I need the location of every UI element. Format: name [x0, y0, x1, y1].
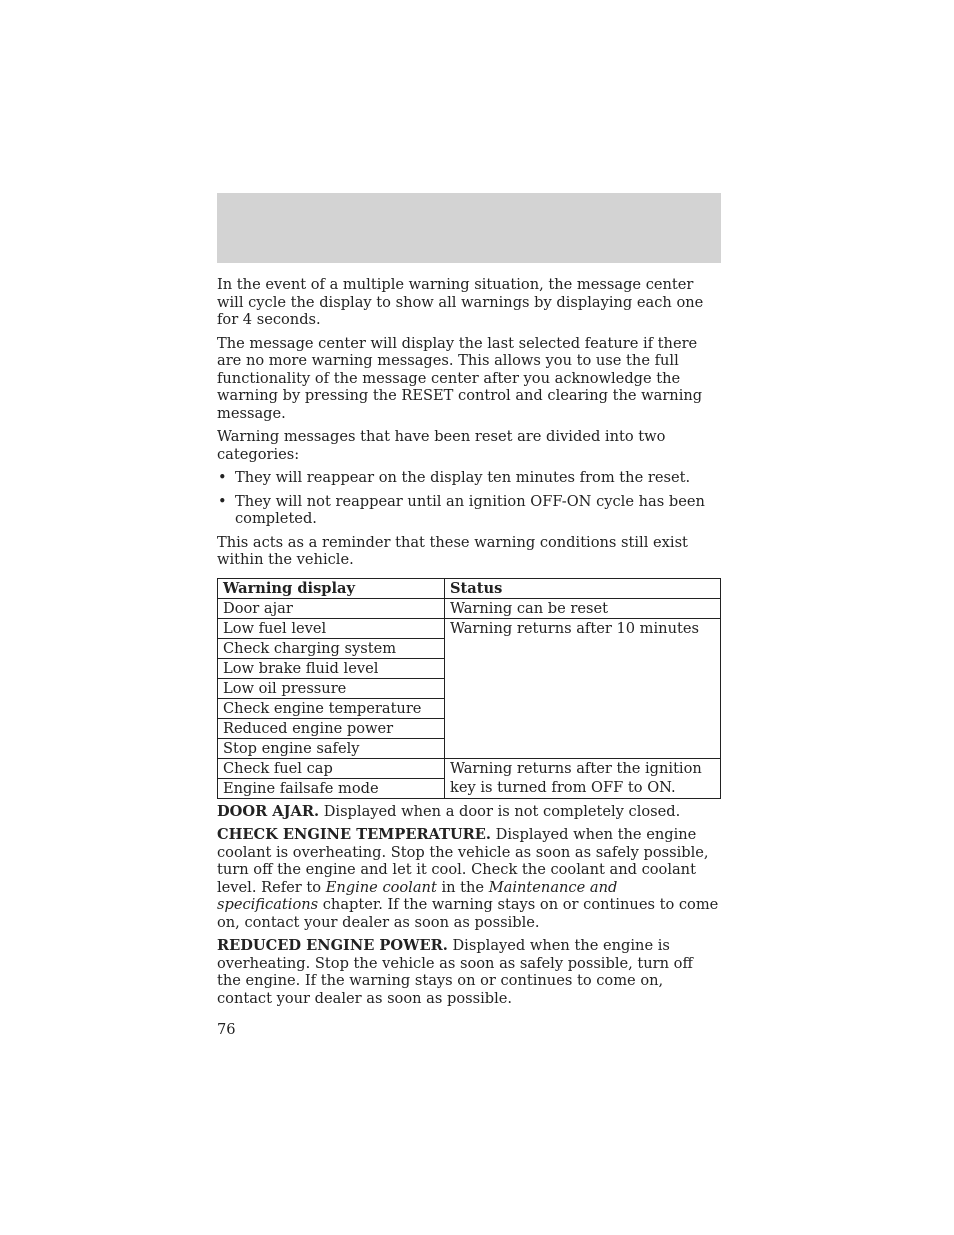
status-cell: Warning can be reset — [445, 598, 721, 618]
status-cell: Warning returns after 10 minutes — [445, 618, 721, 758]
table-header-row — [218, 578, 721, 598]
warning-cell: Reduced engine power — [218, 718, 445, 738]
warning-cell: Engine failsafe mode — [218, 778, 445, 798]
column-header-warning: Warning display — [218, 578, 445, 598]
list-item: • They will reappear on the display ten minutes from the reset. — [218, 469, 691, 486]
section-title: DOOR AJAR. — [217, 802, 320, 820]
chapter-header-bar — [217, 193, 721, 263]
page-content — [217, 276, 721, 1039]
paragraph-last-feature: The message center will display the last selected feature if there are no more warning messages. This allows you to use the full functionality of the message center after you acknowledge the warning by pressing the RESET control and clearing the warning message. — [217, 334, 703, 422]
warning-cell: Low oil pressure — [218, 678, 445, 698]
table-row — [218, 758, 721, 778]
section-check-engine-temperature: CHECK ENGINE TEMPERATURE. Displayed when the engine coolant is overheating. Stop the vehicle as soon as safely possible, turn off the engine and let it cool. Check the coolant and coolant level. Refer to Engine coolant in the Maintenance and specifications chapter. If the warning stays on or continues to come on, contact your dealer as soon as possible. — [217, 826, 719, 931]
section-title: CHECK ENGINE TEMPERATURE. — [217, 826, 492, 843]
status-cell: Warning returns after the ignition key is turned from OFF to ON. — [445, 758, 721, 798]
paragraph-multiple-warnings: In the event of a multiple warning situation, the message center will cycle the display to show all warnings by displaying each one for 4 seconds. — [217, 276, 704, 328]
warning-cell: Stop engine safely — [218, 738, 445, 758]
bullet-icon: • — [218, 469, 227, 486]
warning-cell: Low brake fluid level — [218, 658, 445, 678]
warning-cell: Check charging system — [218, 638, 445, 658]
paragraph-categories: Warning messages that have been reset are divided into two categories: — [217, 428, 666, 463]
reference-maintenance-chapter: Maintenance and specifications — [217, 878, 618, 913]
category-list — [217, 469, 721, 528]
reference-engine-coolant: Engine coolant — [325, 878, 437, 896]
section-reduced-engine-power: REDUCED ENGINE POWER. Displayed when the engine is overheating. Stop the vehicle as soon as safely possible, turn off the engine. If the warning stays on or continues to come on, contact your dealer as soon as possible. — [217, 937, 693, 1007]
warning-cell: Low fuel level — [218, 618, 445, 638]
paragraph-reminder: This acts as a reminder that these warning conditions still exist within the vehicle. — [217, 533, 688, 568]
bullet-icon: • — [218, 492, 227, 510]
column-header-status: Status — [445, 578, 721, 598]
table-row — [218, 618, 721, 638]
page-number: 76 — [217, 1021, 236, 1038]
warning-cell: Check engine temperature — [218, 698, 445, 718]
warning-cell: Check fuel cap — [218, 758, 445, 778]
section-title: REDUCED ENGINE POWER. — [217, 937, 448, 954]
table-row — [218, 598, 721, 618]
list-item: • They will not reappear until an ignition OFF-ON cycle has been completed. — [218, 492, 705, 527]
section-door-ajar: DOOR AJAR. Displayed when a door is not completely closed. — [217, 802, 681, 820]
warning-cell: Door ajar — [218, 598, 445, 618]
warning-table — [217, 578, 721, 799]
